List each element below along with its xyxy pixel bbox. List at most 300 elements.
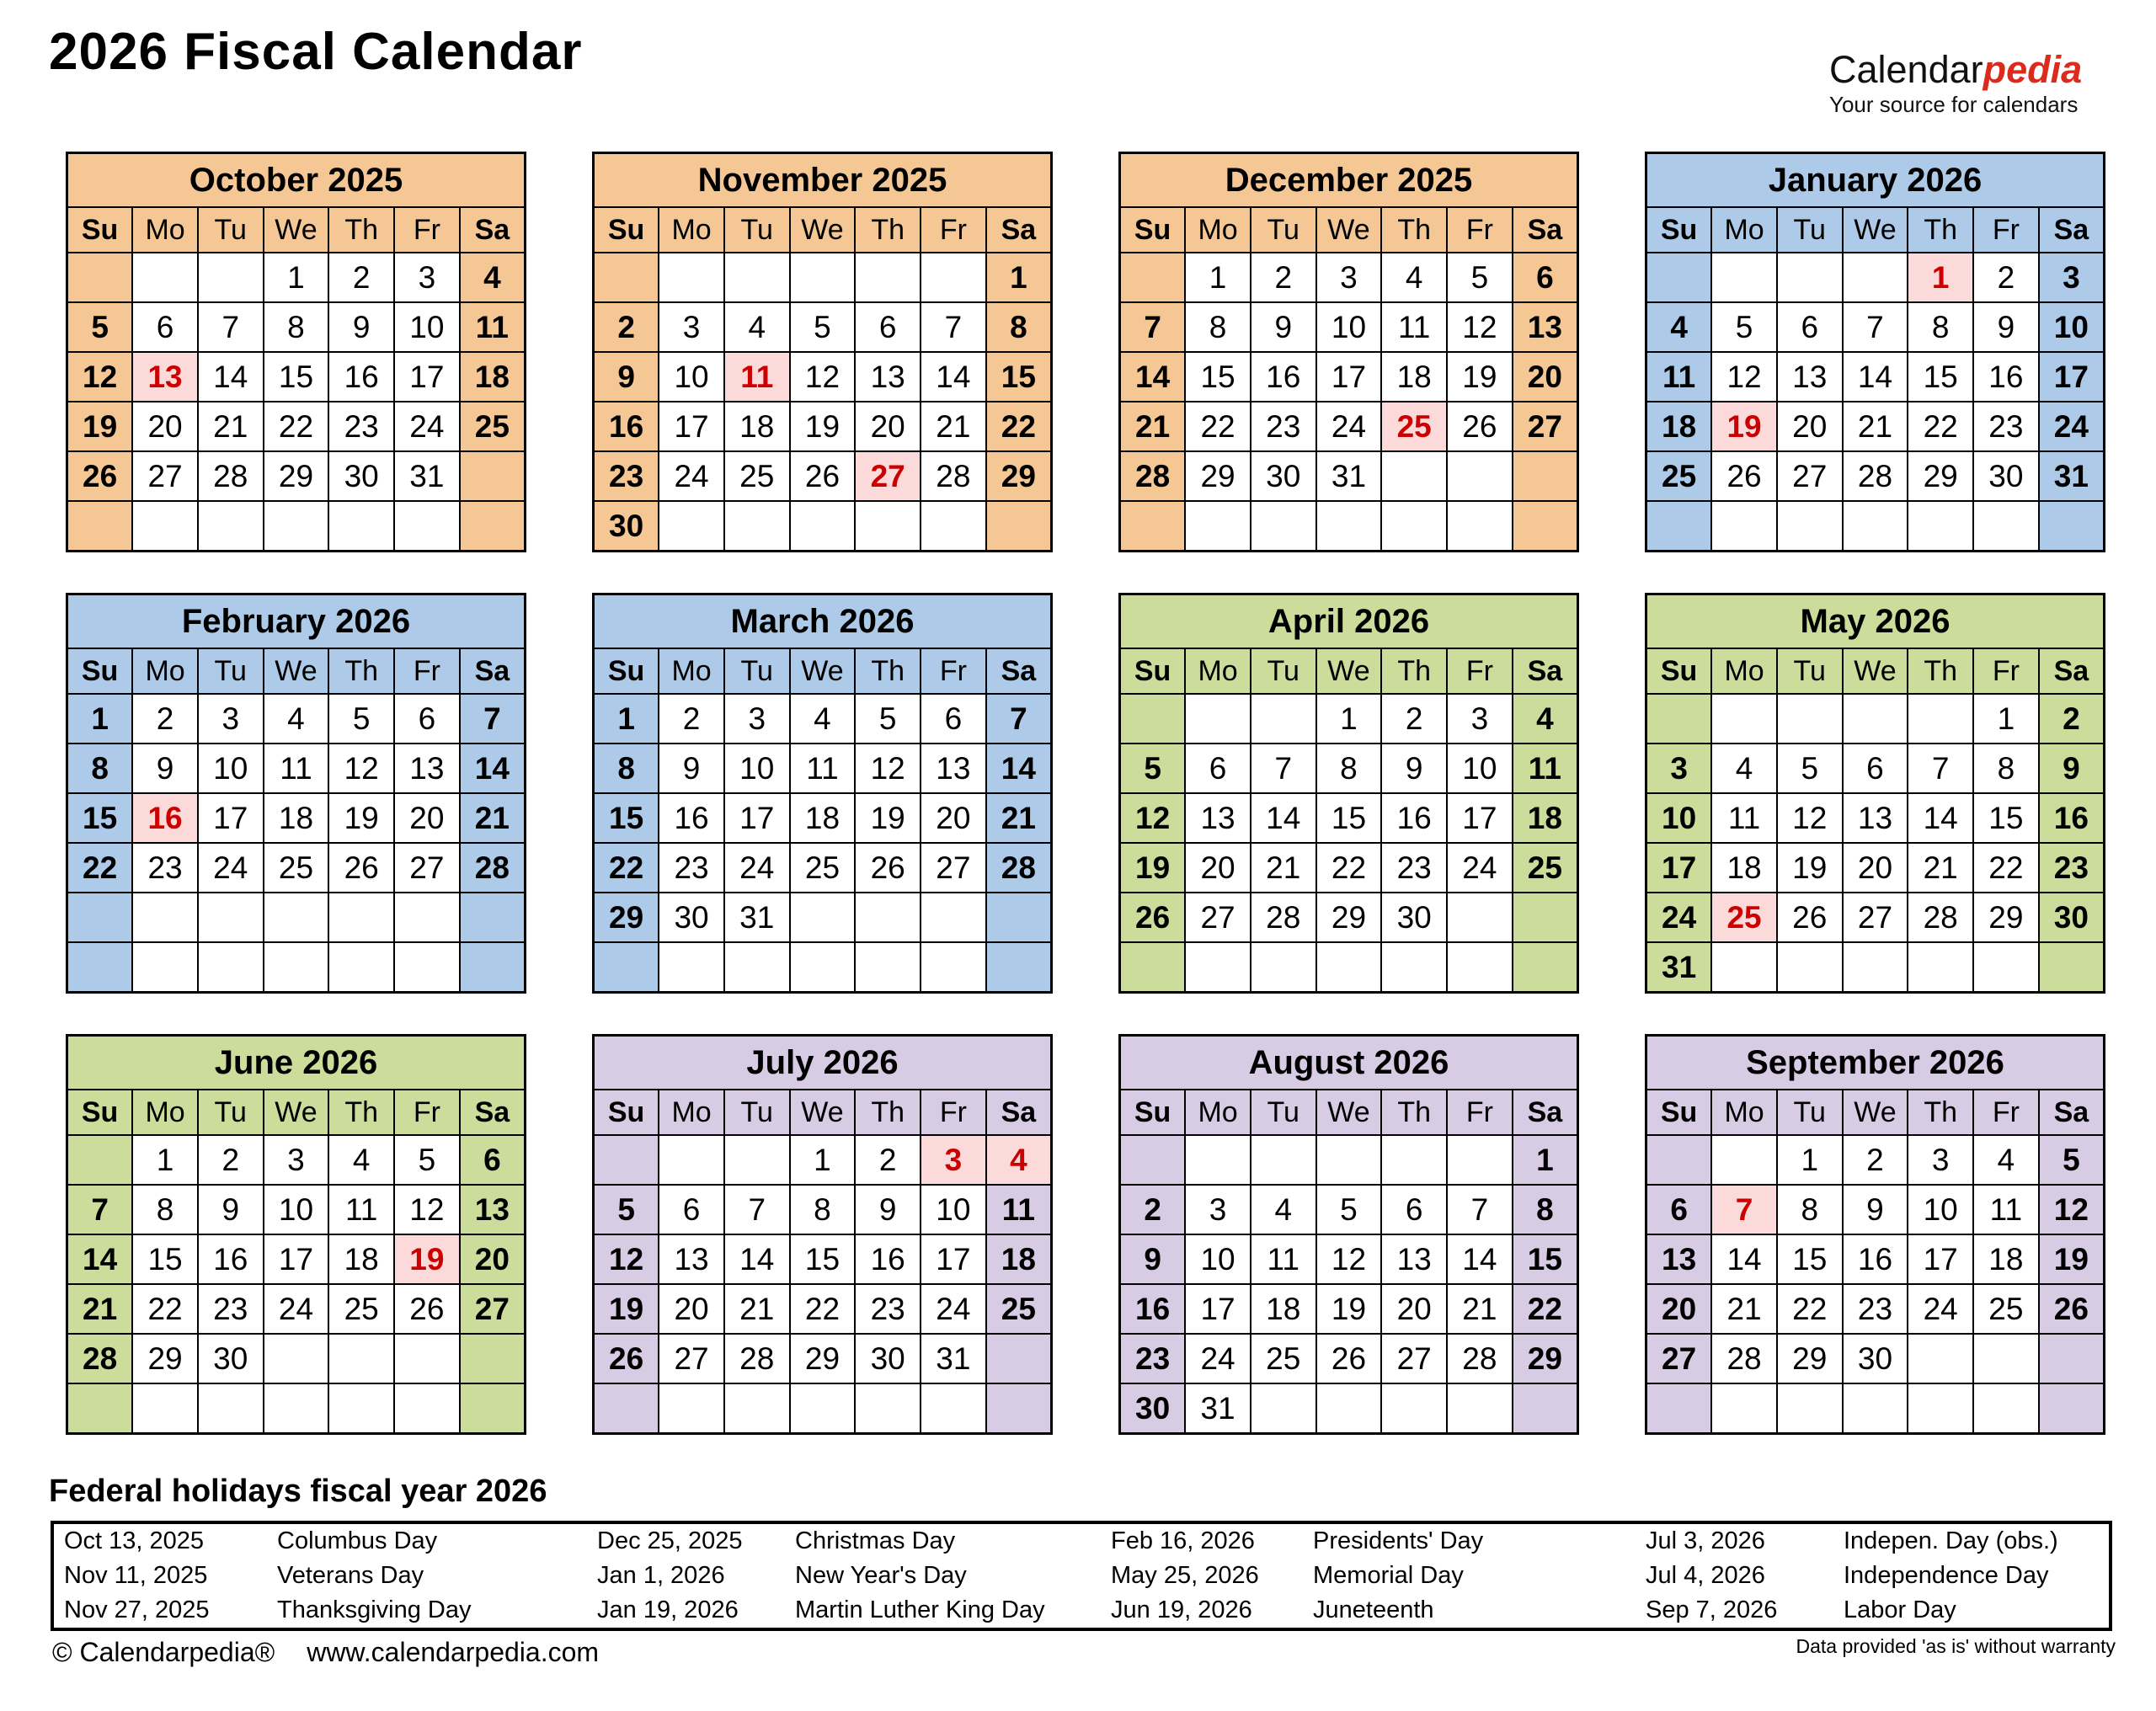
date-cell-5: 5 — [328, 694, 394, 744]
empty-cell — [1843, 694, 1908, 744]
date-cell-22: 22 — [1316, 843, 1382, 893]
date-cell-6: 6 — [1513, 253, 1578, 302]
date-cell-1: 1 — [1973, 694, 2039, 744]
empty-cell — [460, 1383, 526, 1434]
day-header-mo: Mo — [1711, 648, 1777, 694]
day-header-tu: Tu — [198, 1090, 264, 1135]
date-cell-5: 5 — [67, 302, 133, 352]
day-header-sa: Sa — [2039, 1090, 2105, 1135]
day-header-th: Th — [328, 1090, 394, 1135]
date-cell-28: 28 — [1447, 1334, 1513, 1383]
date-cell-14: 14 — [1120, 352, 1186, 402]
month-title: November 2025 — [594, 153, 1052, 208]
date-cell-6: 6 — [855, 302, 921, 352]
month-title: April 2026 — [1120, 594, 1578, 649]
holidays-section-title: Federal holidays fiscal year 2026 — [49, 1474, 547, 1509]
date-cell-14: 14 — [1711, 1234, 1777, 1284]
date-cell-19: 19 — [1777, 843, 1843, 893]
holiday-name: Veterans Day — [277, 1562, 424, 1589]
holiday-row — [52, 1522, 2111, 1559]
empty-cell — [2039, 1334, 2105, 1383]
empty-cell — [1251, 1383, 1316, 1434]
empty-cell — [198, 1383, 264, 1434]
empty-cell — [1120, 942, 1186, 993]
date-cell-1: 1 — [594, 694, 659, 744]
empty-cell — [460, 942, 526, 993]
empty-cell — [198, 942, 264, 993]
day-header-th: Th — [1381, 648, 1447, 694]
empty-cell — [1843, 1383, 1908, 1434]
date-cell-20: 20 — [394, 793, 460, 843]
date-cell-28: 28 — [1843, 451, 1908, 501]
day-header-sa: Sa — [460, 1090, 526, 1135]
holiday-date: Oct 13, 2025 — [64, 1527, 205, 1554]
day-header-mo: Mo — [132, 648, 198, 694]
empty-cell — [132, 942, 198, 993]
date-cell-26: 26 — [328, 843, 394, 893]
date-cell-28: 28 — [1711, 1334, 1777, 1383]
date-cell-30: 30 — [1251, 451, 1316, 501]
date-cell-24: 24 — [724, 843, 790, 893]
date-cell-10: 10 — [198, 744, 264, 793]
date-cell-21: 21 — [1843, 402, 1908, 451]
empty-cell — [855, 893, 921, 942]
date-cell-3: 3 — [659, 302, 724, 352]
day-header-tu: Tu — [1251, 1090, 1316, 1135]
date-cell-16: 16 — [132, 793, 198, 843]
empty-cell — [594, 1135, 659, 1185]
day-header-su: Su — [594, 207, 659, 253]
empty-cell — [67, 501, 133, 552]
date-cell-19: 19 — [328, 793, 394, 843]
empty-cell — [855, 1383, 921, 1434]
day-header-we: We — [1843, 1090, 1908, 1135]
date-cell-27: 27 — [1646, 1334, 1712, 1383]
date-cell-20: 20 — [132, 402, 198, 451]
date-cell-17: 17 — [921, 1234, 986, 1284]
date-cell-7: 7 — [198, 302, 264, 352]
date-cell-31: 31 — [1646, 942, 1712, 993]
day-header-sa: Sa — [986, 207, 1052, 253]
date-cell-22: 22 — [790, 1284, 856, 1334]
date-cell-5: 5 — [1447, 253, 1513, 302]
date-cell-18: 18 — [1381, 352, 1447, 402]
date-cell-27: 27 — [394, 843, 460, 893]
date-cell-13: 13 — [1843, 793, 1908, 843]
empty-cell — [394, 942, 460, 993]
date-cell-27: 27 — [659, 1334, 724, 1383]
date-cell-26: 26 — [394, 1284, 460, 1334]
empty-cell — [1513, 501, 1578, 552]
empty-cell — [328, 893, 394, 942]
date-cell-6: 6 — [1185, 744, 1251, 793]
empty-cell — [1908, 1334, 1973, 1383]
date-cell-3: 3 — [921, 1135, 986, 1185]
date-cell-18: 18 — [1513, 793, 1578, 843]
day-header-mo: Mo — [132, 1090, 198, 1135]
date-cell-9: 9 — [1251, 302, 1316, 352]
date-cell-1: 1 — [986, 253, 1052, 302]
empty-cell — [1447, 893, 1513, 942]
date-cell-22: 22 — [1908, 402, 1973, 451]
date-cell-8: 8 — [1973, 744, 2039, 793]
date-cell-25: 25 — [1251, 1334, 1316, 1383]
date-cell-29: 29 — [1185, 451, 1251, 501]
empty-cell — [1711, 253, 1777, 302]
empty-cell — [1513, 451, 1578, 501]
date-cell-11: 11 — [264, 744, 329, 793]
date-cell-7: 7 — [1251, 744, 1316, 793]
empty-cell — [1513, 1383, 1578, 1434]
empty-cell — [1513, 942, 1578, 993]
holiday-date: Dec 25, 2025 — [597, 1527, 743, 1554]
date-cell-10: 10 — [394, 302, 460, 352]
date-cell-2: 2 — [328, 253, 394, 302]
date-cell-12: 12 — [594, 1234, 659, 1284]
date-cell-28: 28 — [1908, 893, 1973, 942]
months-grid — [66, 152, 2105, 1435]
date-cell-25: 25 — [986, 1284, 1052, 1334]
day-header-mo: Mo — [659, 1090, 724, 1135]
date-cell-26: 26 — [1120, 893, 1186, 942]
empty-cell — [1646, 694, 1712, 744]
empty-cell — [1185, 694, 1251, 744]
date-cell-3: 3 — [1908, 1135, 1973, 1185]
date-cell-7: 7 — [921, 302, 986, 352]
holiday-date: Jun 19, 2026 — [1111, 1596, 1252, 1623]
date-cell-21: 21 — [724, 1284, 790, 1334]
date-cell-4: 4 — [724, 302, 790, 352]
date-cell-20: 20 — [659, 1284, 724, 1334]
date-cell-7: 7 — [1120, 302, 1186, 352]
date-cell-31: 31 — [724, 893, 790, 942]
day-header-su: Su — [1646, 648, 1712, 694]
date-cell-10: 10 — [1908, 1185, 1973, 1234]
date-cell-12: 12 — [2039, 1185, 2105, 1234]
date-cell-24: 24 — [1185, 1334, 1251, 1383]
holiday-date: Jan 1, 2026 — [597, 1562, 725, 1589]
empty-cell — [1447, 1135, 1513, 1185]
holiday-date: Feb 16, 2026 — [1111, 1527, 1255, 1554]
date-cell-18: 18 — [986, 1234, 1052, 1284]
date-cell-8: 8 — [1185, 302, 1251, 352]
date-cell-19: 19 — [790, 402, 856, 451]
empty-cell — [1381, 501, 1447, 552]
month-february-2026 — [66, 593, 526, 994]
empty-cell — [394, 893, 460, 942]
date-cell-24: 24 — [659, 451, 724, 501]
day-header-fr: Fr — [921, 648, 986, 694]
day-header-fr: Fr — [921, 1090, 986, 1135]
date-cell-24: 24 — [2039, 402, 2105, 451]
date-cell-19: 19 — [2039, 1234, 2105, 1284]
day-header-th: Th — [328, 648, 394, 694]
date-cell-2: 2 — [659, 694, 724, 744]
holiday-name: Independence Day — [1844, 1562, 2049, 1589]
empty-cell — [855, 501, 921, 552]
date-cell-13: 13 — [1185, 793, 1251, 843]
date-cell-7: 7 — [724, 1185, 790, 1234]
holiday-date: Jul 3, 2026 — [1646, 1527, 1765, 1554]
date-cell-27: 27 — [1777, 451, 1843, 501]
date-cell-17: 17 — [724, 793, 790, 843]
date-cell-8: 8 — [132, 1185, 198, 1234]
date-cell-29: 29 — [1777, 1334, 1843, 1383]
day-header-we: We — [790, 1090, 856, 1135]
holiday-name: Labor Day — [1844, 1596, 1956, 1623]
date-cell-19: 19 — [394, 1234, 460, 1284]
month-november-2025 — [592, 152, 1053, 552]
date-cell-4: 4 — [264, 694, 329, 744]
date-cell-11: 11 — [1251, 1234, 1316, 1284]
empty-cell — [1646, 1135, 1712, 1185]
date-cell-26: 26 — [594, 1334, 659, 1383]
date-cell-9: 9 — [1843, 1185, 1908, 1234]
date-cell-1: 1 — [264, 253, 329, 302]
date-cell-16: 16 — [1381, 793, 1447, 843]
date-cell-18: 18 — [1711, 843, 1777, 893]
day-header-su: Su — [67, 1090, 133, 1135]
date-cell-7: 7 — [1908, 744, 1973, 793]
empty-cell — [1777, 694, 1843, 744]
date-cell-17: 17 — [1646, 843, 1712, 893]
date-cell-17: 17 — [1447, 793, 1513, 843]
date-cell-23: 23 — [328, 402, 394, 451]
date-cell-24: 24 — [1908, 1284, 1973, 1334]
date-cell-24: 24 — [264, 1284, 329, 1334]
date-cell-23: 23 — [1973, 402, 2039, 451]
day-header-fr: Fr — [921, 207, 986, 253]
date-cell-7: 7 — [1843, 302, 1908, 352]
date-cell-6: 6 — [460, 1135, 526, 1185]
empty-cell — [1973, 1383, 2039, 1434]
empty-cell — [328, 1383, 394, 1434]
empty-cell — [1777, 253, 1843, 302]
logo-wordmark — [1829, 48, 2083, 91]
date-cell-8: 8 — [264, 302, 329, 352]
empty-cell — [1185, 501, 1251, 552]
date-cell-25: 25 — [1711, 893, 1777, 942]
date-cell-26: 26 — [790, 451, 856, 501]
date-cell-3: 3 — [264, 1135, 329, 1185]
empty-cell — [1381, 942, 1447, 993]
date-cell-16: 16 — [855, 1234, 921, 1284]
date-cell-25: 25 — [1646, 451, 1712, 501]
empty-cell — [1973, 1334, 2039, 1383]
day-header-th: Th — [1381, 207, 1447, 253]
date-cell-2: 2 — [1973, 253, 2039, 302]
date-cell-12: 12 — [67, 352, 133, 402]
date-cell-1: 1 — [132, 1135, 198, 1185]
date-cell-16: 16 — [594, 402, 659, 451]
date-cell-13: 13 — [1513, 302, 1578, 352]
date-cell-9: 9 — [1381, 744, 1447, 793]
date-cell-4: 4 — [1513, 694, 1578, 744]
day-header-th: Th — [328, 207, 394, 253]
day-header-fr: Fr — [1447, 1090, 1513, 1135]
empty-cell — [921, 501, 986, 552]
date-cell-19: 19 — [594, 1284, 659, 1334]
date-cell-5: 5 — [855, 694, 921, 744]
date-cell-10: 10 — [724, 744, 790, 793]
date-cell-25: 25 — [724, 451, 790, 501]
date-cell-19: 19 — [1711, 402, 1777, 451]
date-cell-12: 12 — [1120, 793, 1186, 843]
empty-cell — [264, 893, 329, 942]
date-cell-12: 12 — [328, 744, 394, 793]
empty-cell — [659, 253, 724, 302]
empty-cell — [394, 1383, 460, 1434]
empty-cell — [724, 942, 790, 993]
date-cell-8: 8 — [986, 302, 1052, 352]
holiday-date: Sep 7, 2026 — [1646, 1596, 1778, 1623]
date-cell-2: 2 — [1843, 1135, 1908, 1185]
empty-cell — [1251, 501, 1316, 552]
empty-cell — [394, 501, 460, 552]
date-cell-22: 22 — [132, 1284, 198, 1334]
date-cell-20: 20 — [855, 402, 921, 451]
day-header-we: We — [790, 207, 856, 253]
day-header-mo: Mo — [1185, 648, 1251, 694]
date-cell-21: 21 — [921, 402, 986, 451]
day-header-sa: Sa — [460, 648, 526, 694]
date-cell-29: 29 — [1908, 451, 1973, 501]
empty-cell — [1251, 694, 1316, 744]
date-cell-30: 30 — [1973, 451, 2039, 501]
date-cell-20: 20 — [460, 1234, 526, 1284]
month-title: March 2026 — [594, 594, 1052, 649]
day-header-tu: Tu — [1777, 648, 1843, 694]
date-cell-21: 21 — [986, 793, 1052, 843]
date-cell-6: 6 — [1843, 744, 1908, 793]
day-header-tu: Tu — [1251, 207, 1316, 253]
empty-cell — [1777, 1383, 1843, 1434]
empty-cell — [1843, 501, 1908, 552]
date-cell-22: 22 — [594, 843, 659, 893]
date-cell-15: 15 — [1973, 793, 2039, 843]
empty-cell — [1711, 1383, 1777, 1434]
date-cell-30: 30 — [1120, 1383, 1186, 1434]
date-cell-7: 7 — [67, 1185, 133, 1234]
date-cell-3: 3 — [1646, 744, 1712, 793]
date-cell-15: 15 — [67, 793, 133, 843]
date-cell-10: 10 — [921, 1185, 986, 1234]
date-cell-19: 19 — [1316, 1284, 1382, 1334]
date-cell-7: 7 — [986, 694, 1052, 744]
empty-cell — [2039, 942, 2105, 993]
date-cell-28: 28 — [1120, 451, 1186, 501]
empty-cell — [1711, 942, 1777, 993]
date-cell-17: 17 — [2039, 352, 2105, 402]
holiday-name: Thanksgiving Day — [277, 1596, 472, 1623]
month-may-2026 — [1645, 593, 2105, 994]
empty-cell — [659, 942, 724, 993]
empty-cell — [1711, 501, 1777, 552]
empty-cell — [1120, 501, 1186, 552]
date-cell-7: 7 — [1447, 1185, 1513, 1234]
date-cell-14: 14 — [986, 744, 1052, 793]
date-cell-10: 10 — [2039, 302, 2105, 352]
date-cell-9: 9 — [594, 352, 659, 402]
date-cell-6: 6 — [1381, 1185, 1447, 1234]
empty-cell — [986, 501, 1052, 552]
date-cell-31: 31 — [394, 451, 460, 501]
date-cell-7: 7 — [1711, 1185, 1777, 1234]
date-cell-30: 30 — [594, 501, 659, 552]
date-cell-4: 4 — [986, 1135, 1052, 1185]
date-cell-26: 26 — [1777, 893, 1843, 942]
day-header-tu: Tu — [724, 648, 790, 694]
logo-tagline: Your source for calendars — [1829, 92, 2079, 117]
date-cell-16: 16 — [659, 793, 724, 843]
date-cell-17: 17 — [1316, 352, 1382, 402]
date-cell-29: 29 — [594, 893, 659, 942]
empty-cell — [1973, 942, 2039, 993]
empty-cell — [1447, 1383, 1513, 1434]
date-cell-16: 16 — [1251, 352, 1316, 402]
day-header-we: We — [264, 1090, 329, 1135]
empty-cell — [264, 942, 329, 993]
day-header-fr: Fr — [1973, 1090, 2039, 1135]
date-cell-2: 2 — [855, 1135, 921, 1185]
date-cell-4: 4 — [1973, 1135, 2039, 1185]
date-cell-17: 17 — [659, 402, 724, 451]
date-cell-18: 18 — [1973, 1234, 2039, 1284]
empty-cell — [1908, 942, 1973, 993]
date-cell-3: 3 — [198, 694, 264, 744]
date-cell-10: 10 — [1447, 744, 1513, 793]
date-cell-24: 24 — [198, 843, 264, 893]
date-cell-2: 2 — [198, 1135, 264, 1185]
empty-cell — [1316, 501, 1382, 552]
date-cell-4: 4 — [460, 253, 526, 302]
date-cell-5: 5 — [1777, 744, 1843, 793]
empty-cell — [1711, 694, 1777, 744]
date-cell-19: 19 — [67, 402, 133, 451]
date-cell-18: 18 — [328, 1234, 394, 1284]
date-cell-22: 22 — [986, 402, 1052, 451]
date-cell-4: 4 — [1381, 253, 1447, 302]
holiday-name: Martin Luther King Day — [795, 1596, 1045, 1623]
date-cell-14: 14 — [1251, 793, 1316, 843]
date-cell-2: 2 — [2039, 694, 2105, 744]
date-cell-13: 13 — [1381, 1234, 1447, 1284]
date-cell-2: 2 — [594, 302, 659, 352]
holiday-row — [52, 1593, 2111, 1629]
empty-cell — [67, 1383, 133, 1434]
date-cell-11: 11 — [986, 1185, 1052, 1234]
day-header-sa: Sa — [986, 1090, 1052, 1135]
date-cell-3: 3 — [2039, 253, 2105, 302]
date-cell-23: 23 — [1843, 1284, 1908, 1334]
empty-cell — [1646, 253, 1712, 302]
date-cell-30: 30 — [659, 893, 724, 942]
holiday-name: Columbus Day — [277, 1527, 438, 1554]
date-cell-23: 23 — [594, 451, 659, 501]
day-header-fr: Fr — [394, 207, 460, 253]
date-cell-8: 8 — [67, 744, 133, 793]
empty-cell — [328, 942, 394, 993]
date-cell-28: 28 — [460, 843, 526, 893]
date-cell-5: 5 — [2039, 1135, 2105, 1185]
date-cell-15: 15 — [986, 352, 1052, 402]
calendarpedia-logo — [1829, 48, 2083, 117]
month-june-2026 — [66, 1034, 526, 1435]
date-cell-12: 12 — [1447, 302, 1513, 352]
day-header-su: Su — [594, 648, 659, 694]
empty-cell — [790, 893, 856, 942]
empty-cell — [790, 253, 856, 302]
